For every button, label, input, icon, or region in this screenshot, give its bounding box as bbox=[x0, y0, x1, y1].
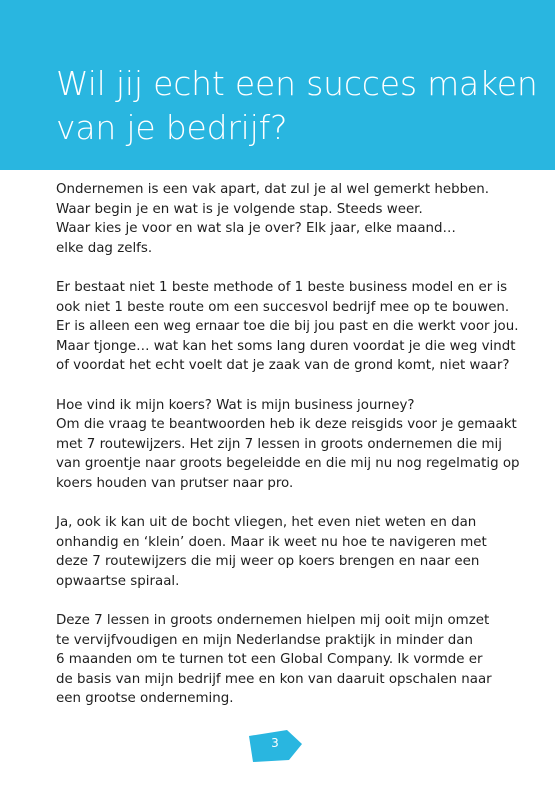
text-line: Waar begin je en wat is je volgende stap. Steeds weer. bbox=[56, 201, 423, 217]
text-line: van groentje naar groots begeleidde en die mij nu nog regelmatig op bbox=[56, 456, 520, 472]
text-line: Er bestaat niet 1 beste methode of 1 beste business model en er is bbox=[56, 279, 508, 295]
page-number-badge bbox=[245, 724, 305, 768]
text-line: Ondernemen is een vak apart, dat zul je al wel gemerkt hebben. bbox=[56, 182, 490, 197]
paragraph bbox=[56, 611, 516, 709]
paragraph bbox=[56, 180, 516, 258]
page-number: 3 bbox=[271, 736, 279, 750]
text-line: een grootse onderneming. bbox=[56, 691, 234, 707]
text-line: 6 maanden om te turnen tot een Global Company. Ik vormde er bbox=[56, 652, 483, 668]
title-line: van je bedrijf? bbox=[56, 108, 288, 147]
title-line: Wil jij echt een succes maken bbox=[56, 64, 538, 103]
text-line: ook niet 1 beste route om een succesvol bedrijf mee op te bouwen. bbox=[56, 299, 510, 315]
paragraph bbox=[56, 278, 519, 376]
text-line: Deze 7 lessen in groots ondernemen hielpen mij ooit mijn omzet bbox=[56, 613, 490, 629]
text-line: deze 7 routewijzers die mij weer op koers brengen en naar een bbox=[56, 554, 480, 570]
text-line: de basis van mijn bedrijf mee en kon van daaruit opschalen naar bbox=[56, 671, 492, 687]
text-line: Maar tjonge… wat kan het soms lang duren voordat je die weg vindt bbox=[56, 338, 516, 354]
page-title bbox=[56, 62, 538, 150]
text-line: Waar kies je voor en wat sla je over? Elk jaar, elke maand… bbox=[56, 221, 456, 237]
text-line: koers houden van prutser naar pro. bbox=[56, 475, 294, 491]
paragraph bbox=[56, 396, 520, 494]
body-text bbox=[56, 180, 520, 729]
text-line: onhandig en ‘klein’ doen. Maar ik weet nu hoe te navigeren met bbox=[56, 534, 487, 550]
text-line: Hoe vind ik mijn koers? Wat is mijn business journey? bbox=[56, 397, 415, 413]
title-banner bbox=[0, 0, 555, 170]
text-line: Ja, ook ik kan uit de bocht vliegen, het even niet weten en dan bbox=[56, 515, 477, 531]
text-line: elke dag zelfs. bbox=[56, 240, 153, 256]
text-line: of voordat het echt voelt dat je zaak van de grond komt, niet waar? bbox=[56, 358, 510, 374]
paragraph bbox=[56, 513, 516, 591]
text-line: opwaartse spiraal. bbox=[56, 573, 180, 589]
text-line: met 7 routewijzers. Het zijn 7 lessen in groots ondernemen die mij bbox=[56, 436, 502, 452]
text-line: Om die vraag te beantwoorden heb ik deze reisgids voor je gemaakt bbox=[56, 417, 517, 433]
text-line: Er is alleen een weg ernaar toe die bij jou past en die werkt voor jou. bbox=[56, 319, 519, 335]
text-line: te vervijfvoudigen en mijn Nederlandse praktijk in minder dan bbox=[56, 632, 473, 648]
